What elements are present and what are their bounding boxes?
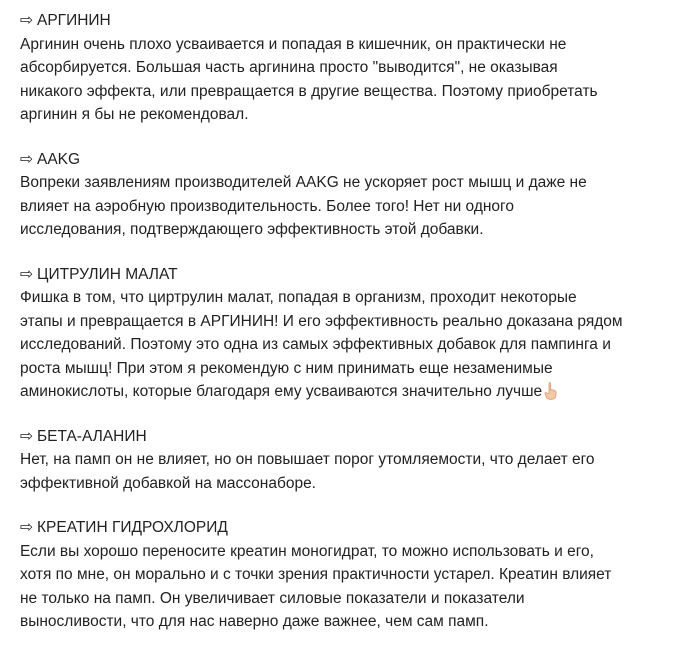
arrow-right-icon: ⇨ bbox=[20, 265, 33, 283]
text-line-with-emoji bbox=[20, 380, 670, 404]
arrow-right-icon: ⇨ bbox=[20, 519, 33, 536]
section-heading bbox=[20, 425, 670, 449]
section-body bbox=[20, 448, 670, 495]
section-body bbox=[20, 540, 670, 634]
text-line: эффективной добавкой на массонаборе. bbox=[20, 474, 316, 492]
text-line: роста мышц! При этом я рекомендую с ним принимать еще незаменимые bbox=[20, 359, 553, 377]
text-line: Если вы хорошо переносите креатин моногидрат, то можно использовать и его, bbox=[20, 542, 594, 560]
text-line: этапы и превращается в АРГИНИН! И его эффективность реально доказана рядом bbox=[20, 312, 623, 330]
section-creatine-hydrochloride bbox=[20, 516, 670, 634]
section-body bbox=[20, 33, 670, 127]
text-line: не только на памп. Он увеличивает силовые показатели и показатели bbox=[20, 589, 525, 607]
text-line: Вопреки заявлениям производителей AAKG не ускоряет рост мышц и даже не bbox=[20, 174, 587, 191]
section-arginine bbox=[20, 9, 670, 127]
section-heading bbox=[20, 263, 670, 287]
section-body bbox=[20, 171, 670, 242]
section-title: БЕТА-АЛАНИН bbox=[37, 427, 147, 445]
text-line: аминокислоты, которые благодаря ему усваиваются значительно лучше bbox=[20, 383, 543, 400]
text-line: выносливости, что для нас наверно даже важнее, чем сам памп. bbox=[20, 613, 489, 630]
post-content bbox=[20, 9, 670, 655]
text-line: абсорбируется. Большая часть аргинина просто "выводится", не оказывая bbox=[20, 59, 558, 76]
text-line: влияет на аэробную производительность. Более того! Нет ни одного bbox=[20, 197, 514, 215]
text-line: хотя по мне, он морально и с точки зрения практичности устарел. Креатин влияет bbox=[20, 566, 612, 583]
section-aakg bbox=[20, 148, 670, 242]
text-line: Фишка в том, что циртрулин малат, попадая в организм, проходит некоторые bbox=[20, 289, 577, 306]
section-title: КРЕАТИН ГИДРОХЛОРИД bbox=[37, 519, 228, 536]
section-body bbox=[20, 286, 670, 404]
section-heading bbox=[20, 516, 670, 540]
text-line: никакого эффекта, или превращается в другие вещества. Поэтому приобретать bbox=[20, 82, 598, 100]
text-line: Аргинин очень плохо усваивается и попадая в кишечник, он практически не bbox=[20, 35, 567, 53]
section-title: ЦИТРУЛИН МАЛАТ bbox=[37, 265, 178, 283]
arrow-right-icon: ⇨ bbox=[20, 12, 33, 29]
text-line: Нет, на памп он не влияет, но он повышает порог утомляемости, что делает его bbox=[20, 451, 595, 468]
arrow-right-icon: ⇨ bbox=[20, 150, 33, 168]
text-line: исследований. Поэтому это одна из самых эффективных добавок для пампинга и bbox=[20, 336, 611, 353]
section-beta-alanine bbox=[20, 425, 670, 496]
section-citrulline-malate bbox=[20, 263, 670, 404]
text-line: аргинин я бы не рекомендовал. bbox=[20, 106, 249, 123]
section-heading bbox=[20, 9, 670, 33]
arrow-right-icon: ⇨ bbox=[20, 427, 33, 445]
section-heading bbox=[20, 148, 670, 172]
text-line: исследования, подтверждающего эффективность этой добавки. bbox=[20, 221, 484, 238]
section-title: АРГИНИН bbox=[37, 12, 111, 29]
section-title: AAKG bbox=[37, 150, 81, 168]
pointing-up-hand-icon bbox=[544, 382, 557, 400]
